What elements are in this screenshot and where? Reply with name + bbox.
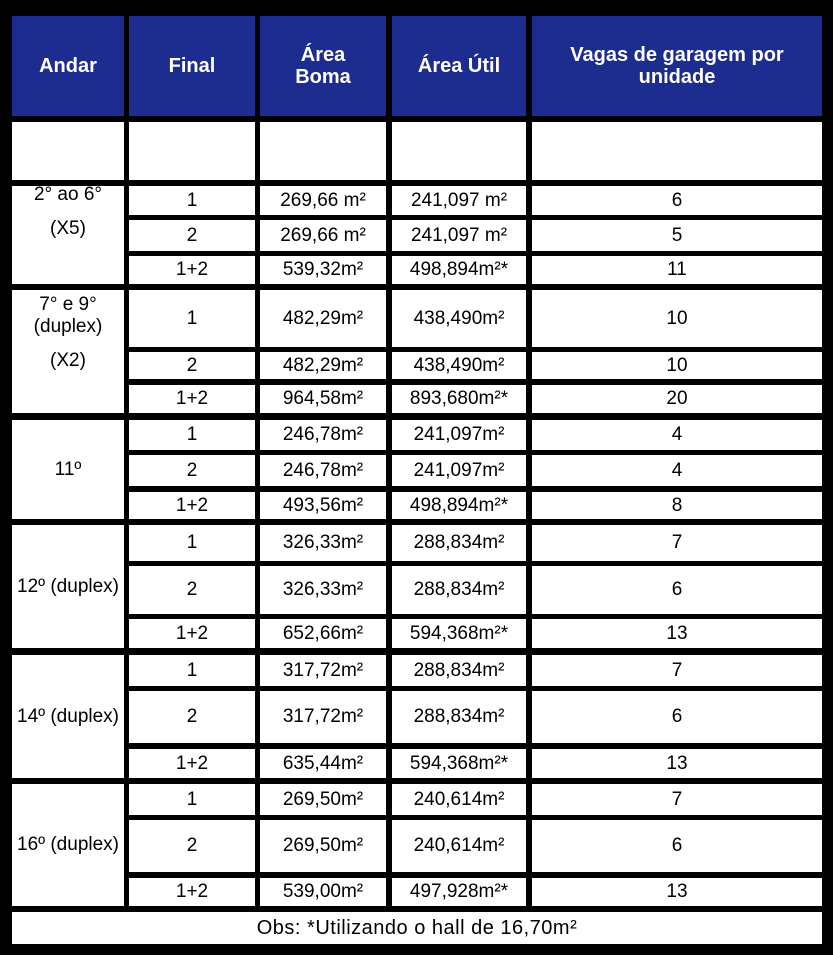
andar-cell	[12, 784, 124, 906]
andar-label: 14º (duplex)	[17, 705, 119, 727]
andar-cell	[12, 655, 124, 778]
andar-label: (X5)	[50, 217, 86, 239]
header-final	[129, 16, 255, 116]
cell-area-boma: 246,78m²	[260, 455, 386, 486]
cell-vagas: 7	[532, 525, 822, 561]
cell-vagas: 11	[532, 256, 822, 284]
cell-vagas: 4	[532, 455, 822, 486]
header-final-label: Final	[168, 55, 216, 77]
cell-final: 1+2	[129, 749, 255, 778]
header-area-util	[392, 16, 526, 116]
cell-vagas: 8	[532, 492, 822, 519]
cell-area-boma: 317,72m²	[260, 655, 386, 686]
cell-area-util: 594,368m²*	[392, 749, 526, 778]
cell-area-util: 498,894m²*	[392, 256, 526, 284]
blank-cell	[392, 122, 526, 180]
cell-final: 2	[129, 455, 255, 486]
cell-area-util: 497,928m²*	[392, 878, 526, 906]
cell-final: 2	[129, 220, 255, 251]
cell-area-util: 288,834m²	[392, 655, 526, 686]
footer-note: Obs: *Utilizando o hall de 16,70m²	[12, 912, 822, 944]
andar-label: (X2)	[50, 349, 86, 371]
cell-area-boma: 635,44m²	[260, 749, 386, 778]
cell-final: 1+2	[129, 256, 255, 284]
cell-final: 1+2	[129, 619, 255, 648]
blank-cell	[129, 122, 255, 180]
cell-area-boma: 269,50m²	[260, 820, 386, 872]
cell-area-util: 288,834m²	[392, 566, 526, 614]
cell-area-boma: 482,29m²	[260, 290, 386, 347]
header-vagas	[532, 16, 822, 116]
andar-label: 7° e 9°	[39, 294, 97, 315]
andar-cell	[12, 290, 124, 413]
cell-area-boma: 317,72m²	[260, 691, 386, 743]
cell-area-util: 241,097 m²	[392, 186, 526, 215]
andar-cell	[12, 420, 124, 519]
cell-area-boma: 964,58m²	[260, 385, 386, 413]
cell-vagas: 7	[532, 784, 822, 815]
cell-vagas: 13	[532, 749, 822, 778]
cell-final: 2	[129, 352, 255, 379]
cell-area-boma: 246,78m²	[260, 420, 386, 450]
cell-vagas: 20	[532, 385, 822, 413]
cell-area-util: 438,490m²	[392, 290, 526, 347]
cell-vagas: 10	[532, 352, 822, 379]
cell-area-boma: 652,66m²	[260, 619, 386, 648]
cell-vagas: 13	[532, 878, 822, 906]
andar-cell	[12, 525, 124, 648]
cell-final: 1	[129, 525, 255, 561]
header-area-boma	[260, 16, 386, 116]
header-area-util-label: Área Útil	[417, 55, 501, 77]
cell-final: 1+2	[129, 492, 255, 519]
andar-label: (duplex)	[33, 315, 103, 337]
andar-cell	[12, 186, 124, 284]
header-vagas-label: Vagas de garagem por unidade	[570, 44, 784, 88]
cell-area-boma: 482,29m²	[260, 352, 386, 379]
cell-final: 1	[129, 655, 255, 686]
andar-label: 12º (duplex)	[17, 575, 119, 597]
header-andar	[12, 16, 124, 116]
cell-area-boma: 269,66 m²	[260, 186, 386, 215]
cell-area-util: 240,614m²	[392, 784, 526, 815]
andar-label: 11º	[54, 458, 82, 480]
cell-area-util: 438,490m²	[392, 352, 526, 379]
cell-vagas: 10	[532, 290, 822, 347]
blank-cell	[532, 122, 822, 180]
header-area-boma-label: Área Boma	[295, 44, 351, 88]
cell-area-util: 893,680m²*	[392, 385, 526, 413]
cell-vagas: 5	[532, 220, 822, 251]
blank-cell	[260, 122, 386, 180]
cell-vagas: 6	[532, 691, 822, 743]
cell-area-util: 288,834m²	[392, 525, 526, 561]
cell-final: 1	[129, 784, 255, 815]
cell-area-boma: 269,50m²	[260, 784, 386, 815]
cell-area-boma: 493,56m²	[260, 492, 386, 519]
cell-area-util: 498,894m²*	[392, 492, 526, 519]
cell-final: 1	[129, 290, 255, 347]
cell-area-util: 241,097m²	[392, 455, 526, 486]
cell-area-boma: 326,33m²	[260, 525, 386, 561]
cell-vagas: 13	[532, 619, 822, 648]
cell-vagas: 6	[532, 566, 822, 614]
cell-final: 1	[129, 420, 255, 450]
cell-vagas: 4	[532, 420, 822, 450]
cell-final: 2	[129, 691, 255, 743]
andar-label: 2° ao 6°	[33, 184, 103, 205]
cell-area-boma: 269,66 m²	[260, 220, 386, 251]
cell-area-util: 241,097m²	[392, 420, 526, 450]
blank-cell	[12, 122, 124, 180]
cell-area-boma: 539,00m²	[260, 878, 386, 906]
cell-final: 1	[129, 186, 255, 215]
cell-vagas: 6	[532, 186, 822, 215]
cell-final: 2	[129, 820, 255, 872]
cell-area-util: 594,368m²*	[392, 619, 526, 648]
cell-final: 1+2	[129, 385, 255, 413]
andar-label: 16º (duplex)	[17, 834, 119, 856]
cell-final: 2	[129, 566, 255, 614]
cell-area-boma: 539,32m²	[260, 256, 386, 284]
cell-area-util: 241,097 m²	[392, 220, 526, 251]
cell-final: 1+2	[129, 878, 255, 906]
cell-area-boma: 326,33m²	[260, 566, 386, 614]
cell-vagas: 7	[532, 655, 822, 686]
cell-area-util: 240,614m²	[392, 820, 526, 872]
cell-area-util: 288,834m²	[392, 691, 526, 743]
cell-vagas: 6	[532, 820, 822, 872]
header-andar-label: Andar	[39, 55, 97, 77]
